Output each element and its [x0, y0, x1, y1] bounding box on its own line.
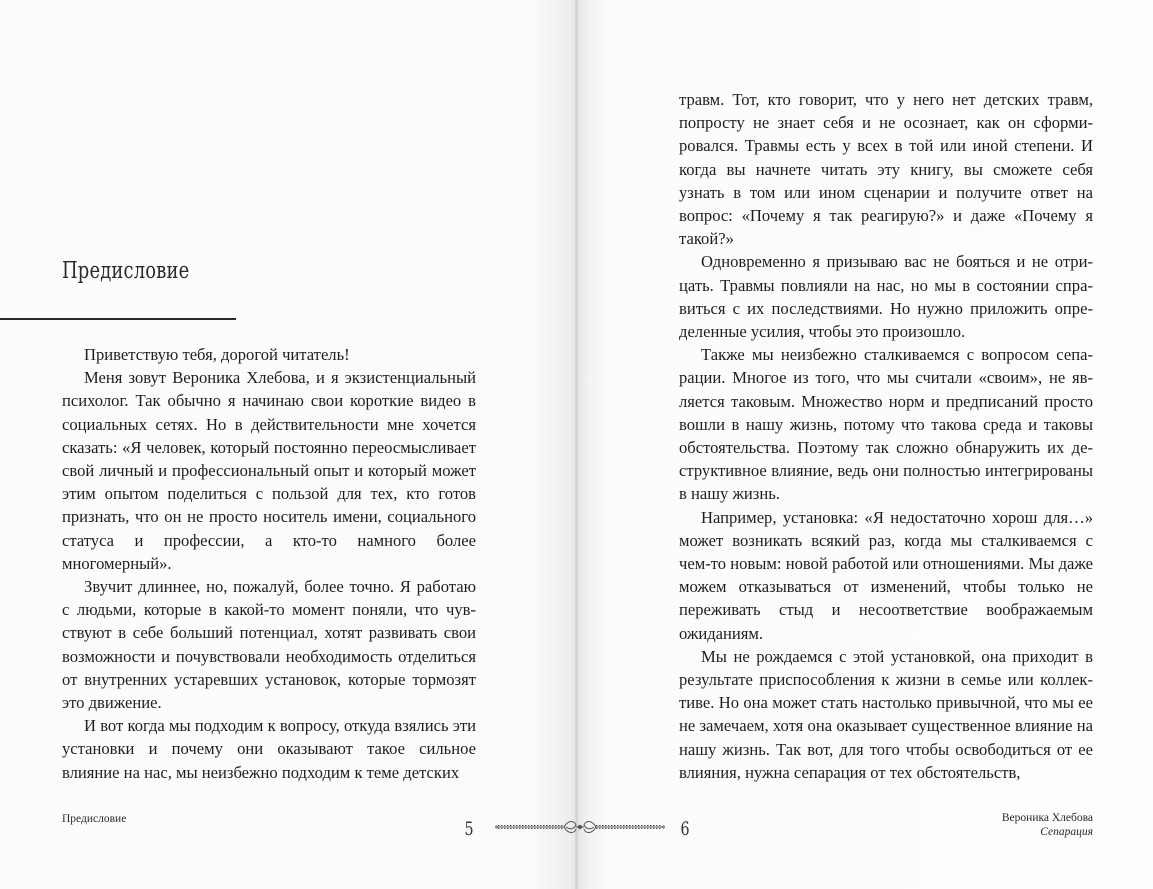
- right-page-body: [679, 88, 1093, 784]
- running-footer-section: Предисловие: [62, 813, 127, 825]
- paragraph: Мы не рождаемся с этой установкой, она приходит в результате приспособления к жизни в семье или коллективе. Но она может стать настолько привычной, что мы ее не замечаем, хотя она оказывает существенное влияние на нашу жизнь. Так вот, для того чтобы освободиться от ее влияния, нужна сепарация от тех обстоятельств,: [679, 646, 1093, 782]
- footer-author: Вероника Хлебова: [1001, 812, 1093, 824]
- running-footer-book: [1002, 811, 1093, 839]
- left-page-body: [62, 343, 476, 784]
- paragraph: Например, установка: «Я недостаточно хорош для…» может возникать всякий раз, когда мы сталкиваемся с чем-то новым: новой работой или отношениями. Мы даже можем отказываться от изменений, чтобы только не переживать стыд и несоответствие воображаемым ожиданиям.: [679, 507, 1093, 643]
- paragraph: Звучит длиннее, но, пожалуй, более точно. Я работаю с людьми, которые в какой-то момент поняли, что чувствуют в себе больший потенциал, хотят развивать свои возможности и почувствовали необходимость отделиться от внутренних устаревших установок, которые тормозят это движение.: [62, 577, 476, 713]
- paragraph-continuation: травм. Тот, кто говорит, что у него нет детских травм, попросту не знает себя и не осознает, как он сформировался. Травмы есть у всех в той или иной степени. И когда вы начнете читать эту книгу, вы сможете себя узнать в том или ином сценарии и получите ответ на вопрос: «Почему я так реагирую?» и даже «Почему я такой?»: [679, 90, 1093, 249]
- page-number-left: 5: [464, 818, 474, 840]
- book-gutter: [575, 0, 579, 889]
- paragraph: Меня зовут Вероника Хлебова, и я экзистенциальный психолог. Так обычно я начинаю свои короткие видео в социальных сетях. Но в действительности мне хочется сказать: «Я человек, который постоянно переосмысливает свой личный и профессиональный опыт и который может этим опытом поделиться с пользой для тех, кто готов признать, что он не просто носитель имени, социального статуса и профессии, а кто-то намного более многомерный».: [62, 368, 476, 573]
- footer-book-title: Сепарация: [1040, 826, 1093, 838]
- title-underline: [0, 318, 236, 320]
- paragraph: И вот когда мы подходим к вопросу, откуда взялись эти установки и почему они оказывают такое сильное влияние на нас, мы неизбежно подходим к теме детских: [62, 716, 476, 782]
- vine-ornament-icon: [494, 816, 666, 838]
- chapter-title: Предисловие: [62, 258, 190, 284]
- page-number-right: 6: [680, 818, 690, 840]
- paragraph: Приветствую тебя, дорогой читатель!: [84, 345, 350, 364]
- paragraph: Также мы неизбежно сталкиваемся с вопросом сепарации. Многое из того, что мы считали «своим», не является таковым. Множество норм и предписаний просто вошли в нашу жизнь, потому что такова среда и таковы обстоятельства. Поэтому так сложно обнаружить их деструктивное влияние, ведь они полностью интегрированы в нашу жизнь.: [679, 345, 1093, 504]
- paragraph: Одновременно я призываю вас не бояться и не отрицать. Травмы повлияли на нас, но мы в состоянии справиться с их последствиями. Но нужно приложить определенные усилия, чтобы это произошло.: [679, 252, 1093, 342]
